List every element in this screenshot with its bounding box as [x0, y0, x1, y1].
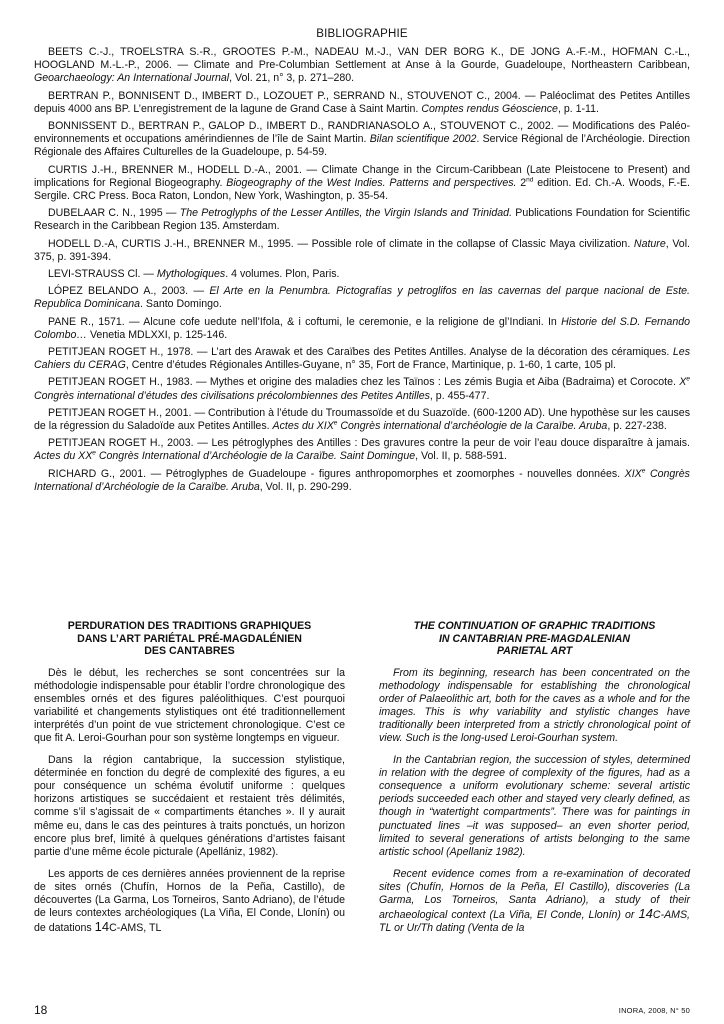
reference-title-text: Historie del S.D. Fernando Colombo…	[34, 315, 690, 341]
reference-post: . 4 volumes. Plon, Paris.	[225, 268, 340, 281]
reference-pre: PETITJEAN ROGET H., 1983. — Mythes et origine des maladies chez les Taïnos : Les zémis Bugia et Aiba (Badraima) et Corocote.	[48, 376, 680, 389]
journal-footer: INORA, 2008, N° 50	[618, 1006, 690, 1015]
reference-title-text: Actes du XX	[34, 450, 93, 463]
reference-entry	[34, 90, 690, 116]
reference-post: . Santo Domingo.	[140, 298, 222, 311]
reference-entry	[34, 346, 690, 372]
reference-title-text: Comptes rendus Géoscience	[421, 102, 558, 115]
ordinal-superscript: nd	[526, 176, 534, 184]
bibliography-section	[34, 28, 690, 498]
reference-post: , Vol. II, p. 290-299.	[259, 480, 352, 493]
reference-title-text: XIX	[624, 467, 642, 480]
bibliography-title: BIBLIOGRAPHIE	[316, 28, 408, 40]
reference-title-text: Bilan scientifique 2002	[369, 133, 477, 146]
paragraph-text: C-AMS, TL	[109, 922, 162, 935]
french-paragraph	[34, 868, 345, 935]
french-title-line: DES CANTABRES	[144, 645, 235, 657]
paragraph-text: Les apports de ces dernières années proviennent de la reprise de sites ornés (Chufín, Hornos de la Peña, Castillo), de découvertes (La Garma, Los Torneiros, Santo Adriano), de l’étude de leurs contextes archéologiques (La Viña, El Conde, Llonín) ou de datations	[34, 867, 345, 935]
english-title-line: IN CANTABRIAN PRE-MAGDALENIAN	[438, 632, 631, 645]
reference-entry	[34, 407, 690, 433]
ordinal-superscript: e	[92, 449, 96, 457]
isotope-number: 14	[94, 919, 110, 935]
reference-title	[157, 268, 225, 280]
reference-post: , p. 227-238.	[607, 420, 667, 433]
english-paragraph: From its beginning, research has been concentrated on the methodology indispensable for establishing the chronological order of Palaeolithic art, both for the caves as a whole and for the images. This is why variability and stylistic changes have traditionally been interpreted from a strictly chronological point of view. Such is the long-used Leroi-Gourhan system.	[379, 666, 690, 744]
reference-title-text: Congrès International d’Archéologie de la Caraïbe. Saint Domingue	[95, 450, 416, 463]
reference-post: , p. 455-477.	[429, 389, 490, 402]
french-paragraph: Dès le début, les recherches se sont concentrées sur la méthodologie indispensable pour établir l’ordre chronologique des ensembles ornés et des figures paléolithiques. C’est pourquoi variabilité et changements stylistiques ont été traditionnellement interprétés d’un point de vue strictement chronologique. C’est ce que fit A. Leroi-Gourhan pour son système longtemps en vigueur.	[34, 666, 345, 744]
reference-pre: PANE R., 1571. — Alcune cofe uedute nell’Ifola, & i coftumi, le ceremonie, e la religione de gl’Indiani. In	[48, 315, 562, 328]
reference-title	[34, 72, 229, 84]
reference-pre: PETITJEAN ROGET H., 1978. — L’art des Arawak et des Caraïbes des Petites Antilles. Analyse de la décoration des céramiques.	[48, 346, 673, 359]
reference-pre: CURTIS J.-H., BRENNER M., HODELL D.-A., 2001. — Climate Change in the Circum-Caribbean (Late Pleistocene to Present) and implications for Regional Biogeography.	[34, 163, 690, 189]
reference-title-text: Geoarchaeology: An International Journal	[34, 72, 230, 85]
reference-post: . Service Régional de l’Archéologie. Direction Régionale des Affaires Culturelles de la Guadeloupe, p. 54-59.	[34, 133, 690, 159]
reference-title	[370, 133, 477, 145]
isotope-number: 14	[638, 906, 653, 922]
reference-pre: PETITJEAN ROGET H., 2001. — Contribution à l’étude du Troumassoïde et du Suazoïde. (600-1200 AD). Une hypothèse sur les causes de la régression du Saladoïde aux Petites Antilles.	[34, 406, 690, 433]
reference-pre: DUBELAAR C. N., 1995 —	[48, 207, 180, 220]
reference-entry	[34, 120, 690, 160]
reference-post: Publications Foundation for Scientific Research in the Caribbean Region 135. Amsterdam.	[34, 207, 690, 233]
reference-pre: RICHARD G., 2001. — Pétroglyphes de Guadeloupe - figures anthropomorphes et zoomorphes - nouvelles données.	[48, 467, 625, 480]
ordinal-superscript: e	[333, 419, 338, 427]
reference-title-text: Nature	[633, 237, 666, 250]
english-paragraph: In the Cantabrian region, the succession of styles, determined in relation with the degree of complexity of the figures, had as a consequence a uniform evolutionary scheme: several artistic periods succeeded each other and stayed very clearly defined, as though in “watertight compartments”. There was for paintings in punctuated lines –it was supposed– an even shorter period, limited to several generations of artists belonging to the same artistic school (Apellaniz 1982).	[379, 754, 690, 858]
reference-entry	[34, 437, 690, 463]
reference-title	[180, 207, 512, 219]
english-title-line: PARIETAL ART	[496, 645, 573, 657]
reference-title-text: Les Cahiers du CERAG	[34, 346, 690, 372]
reference-title	[226, 177, 516, 189]
reference-title-text: Congrès international d’études des civilisations précolombiennes des Petites Antilles	[34, 389, 430, 402]
reference-entry	[34, 316, 690, 342]
reference-entry	[34, 238, 690, 264]
reference-title	[634, 238, 666, 250]
reference-title-text: The Petroglyphs of the Lesser Antilles, the Virgin Islands and Trinidad.	[179, 207, 513, 220]
reference-pre: PETITJEAN ROGET H., 2003. — Les pétroglyphes des Antilles : Des gravures contre la peur de voir l’eau douce disparaître à jamais.	[48, 437, 690, 450]
reference-title	[34, 450, 415, 462]
bilingual-columns	[34, 620, 690, 990]
reference-post: , Centre d’études Régionales Antilles-Guyane, n° 35, Fort de France, Martinique, p. 1-60, 1 carte, 105 pl.	[125, 359, 616, 372]
french-title-line: DANS L’ART PARIÉTAL PRÉ-MAGDALÉNIEN	[77, 632, 302, 645]
reference-entry	[34, 268, 690, 281]
reference-post: Venetia MDLXXI, p. 125-146.	[87, 328, 228, 341]
reference-title	[273, 420, 608, 432]
reference-pre: BEETS C.-J., TROELSTRA S.-R., GROOTES P.-M., NADEAU M.-J., VAN DER BORG K., DE JONG A.-F.-M., HOFMAN C.-L., HOOGLAND M.-L.-P., 2006. — Climate and Pre-Columbian Settlement at Anse à la Gourde, Guadeloupe, Northeastern Caribbean,	[34, 46, 690, 72]
french-title-line: PERDURATION DES TRADITIONS GRAPHIQUES	[67, 620, 312, 632]
reference-entry	[34, 376, 690, 402]
reference-post: , Vol. 375, p. 391-394.	[34, 237, 690, 263]
reference-entry	[34, 468, 690, 494]
reference-title-text: Congrès international d’archéologie de la Caraïbe. Aruba	[337, 420, 608, 433]
ordinal-superscript: e	[686, 375, 690, 383]
reference-entry	[34, 207, 690, 233]
reference-title-text: Biogeography of the West Indies. Patterns and perspectives.	[226, 176, 517, 189]
reference-post: 2	[516, 176, 527, 189]
paragraph-text: C-AMS, TL or Ur/Th dating (Venta de la	[379, 909, 690, 935]
reference-post2: edition. Ed. Ch.-A. Woods, F.-E. Sergile. CRC Press. Boca Raton, London, New York, Washington, p. 35-54.	[34, 176, 690, 203]
english-section-title	[379, 620, 690, 658]
reference-title-text: Actes du XIX	[272, 420, 334, 433]
ordinal-superscript: e	[641, 467, 646, 475]
reference-title-text: Mythologiques	[156, 268, 226, 281]
reference-post: , p. 1-11.	[557, 102, 599, 115]
french-section-title	[34, 620, 345, 658]
french-paragraph: Dans la région cantabrique, la succession stylistique, déterminée en fonction du degré de complexité des figures, a eu pour conséquence un schéma évolutif uniforme : quelques horizons artistiques se succédaient et restaient très délimités, comme s’il s’agissait de « compartiments étanches ». Il y aurait même eu, dans le cas des peintures à traits ponctués, un horizon encore plus bref, limité à quelques générations d’artistes faisant partie d’une même école picturale (Apellániz, 1982).	[34, 754, 345, 858]
reference-entry	[34, 285, 690, 311]
reference-pre: BONNISSENT D., BERTRAN P., GALOP D., IMBERT D., RANDRIANASOLO A., STOUVENOT C., 2002. — Modifications des Paléo-environnements et occupations amérindiennes de l’île de Saint Martin.	[34, 120, 690, 146]
reference-pre: LÓPEZ BELANDO A., 2003. —	[48, 285, 210, 298]
reference-entry	[34, 46, 690, 86]
reference-title	[421, 103, 558, 115]
french-column	[34, 620, 345, 990]
reference-pre: HODELL D.-A, CURTIS J.-H., BRENNER M., 1995. — Possible role of climate in the collapse of Classic Maya civilization.	[48, 237, 634, 250]
reference-post: , Vol. II, p. 588-591.	[415, 450, 507, 463]
paragraph-text: Recent evidence comes from a re-examination of decorated sites (Chufín, Hornos de la Peña, El Castillo), discoveries (La Garma, Los Torneiros, Santa Adriano), a study of their archaeological context (La Viña, El Conde, Llonín) or	[379, 867, 690, 922]
reference-pre: BERTRAN P., BONNISENT D., IMBERT D., LOZOUET P., SERRAND N., STOUVENOT C., 2004. — Paléoclimat des Petites Antilles depuis 4000 ans BP. L’enregistrement de la lagune de Grand Case à Saint Martin.	[34, 89, 690, 115]
english-paragraph	[379, 868, 690, 935]
reference-title-text: Congrès International d’Archéologie de la Caraïbe. Aruba	[34, 467, 690, 493]
english-title-line: THE CONTINUATION OF GRAPHIC TRADITIONS	[413, 620, 656, 632]
reference-title-text: X	[679, 376, 687, 389]
page-number: 18	[34, 1003, 48, 1017]
reference-list	[34, 46, 690, 494]
reference-entry	[34, 164, 690, 204]
english-column	[379, 620, 690, 990]
reference-post: , Vol. 21, n° 3, p. 271–280.	[229, 72, 355, 85]
reference-pre: LEVI-STRAUSS Cl. —	[48, 268, 157, 281]
reference-title-text: El Arte en la Penumbra. Pictografías y petroglifos en las cavernas del parque nacional de Este. Republica Dominicana	[34, 285, 691, 311]
